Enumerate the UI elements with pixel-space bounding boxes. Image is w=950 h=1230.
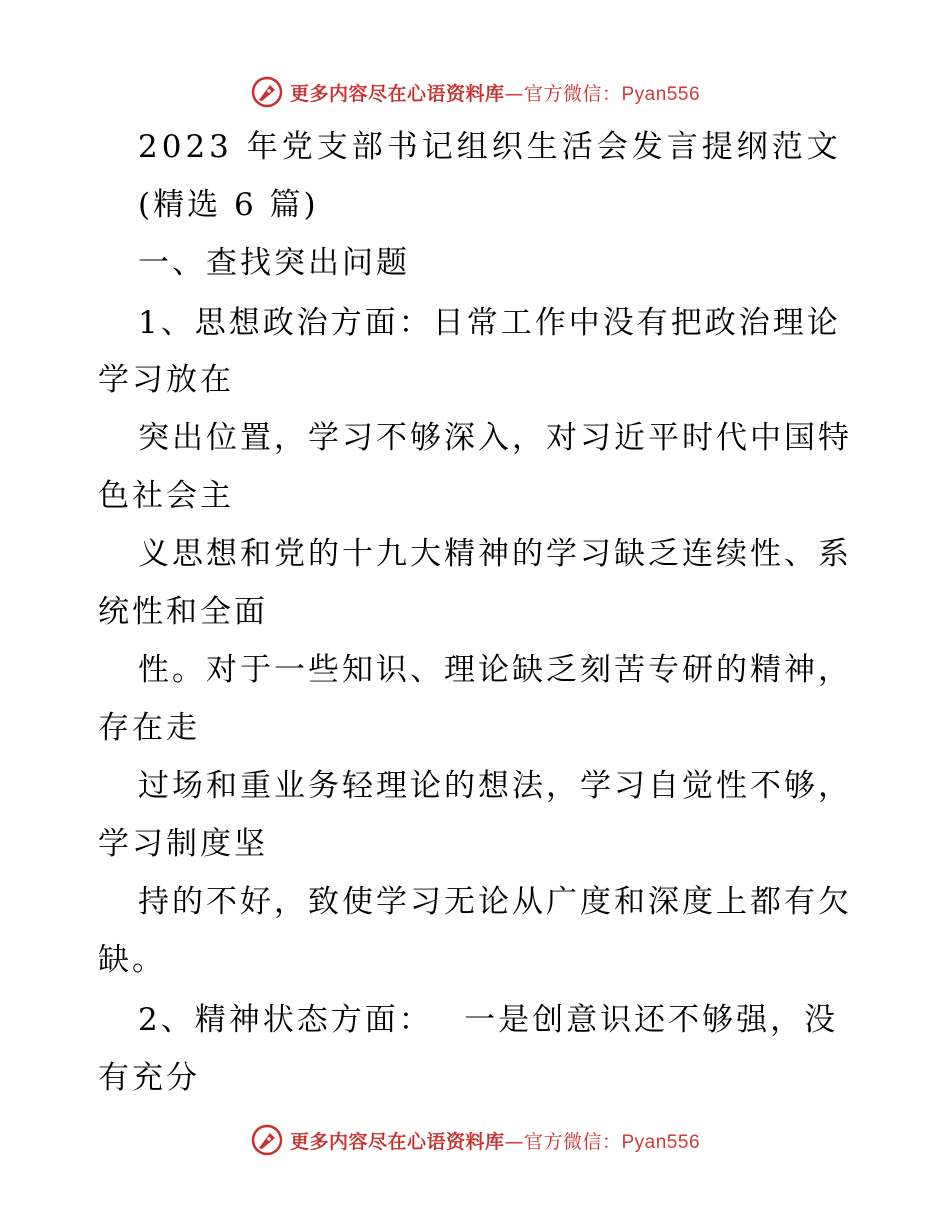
text-line: 1、思想政治方面：日常工作中没有把政治理论 [138, 305, 841, 341]
pen-nib-circle-icon [250, 75, 284, 109]
text-line: 突出位置，学习不够深入，对习近平时代中国特 [138, 420, 852, 456]
text-line: 过场和重业务轻理论的想法，学习自觉性不够， [138, 768, 852, 804]
banner-separator: — [504, 1130, 524, 1153]
text-line: 缺。 [98, 942, 166, 978]
text-line: 学习放在 [98, 362, 234, 398]
text-line: 统性和全面 [98, 594, 268, 630]
banner-slogan: 更多内容尽在心语资料库 [289, 82, 505, 105]
banner-slogan: 更多内容尽在心语资料库 [289, 1130, 505, 1153]
text-line: 色社会主 [98, 478, 234, 514]
header-banner [0, 72, 950, 112]
text-line: 义思想和党的十九大精神的学习缺乏连续性、系 [138, 536, 852, 572]
footer-banner [0, 1120, 950, 1160]
text-line: 持的不好，致使学习无论从广度和深度上都有欠 [138, 884, 852, 920]
section-heading: 一、查找突出问题 [138, 245, 410, 281]
text-line: 学习制度坚 [98, 826, 268, 862]
banner-text [290, 1127, 700, 1154]
banner-separator: — [504, 82, 524, 105]
banner-text [290, 79, 700, 106]
text-line: 性。对于一些知识、理论缺乏刻苦专研的精神， [138, 652, 852, 688]
text-line: 存在走 [98, 710, 200, 746]
document-title-line1: 2023 年党支部书记组织生活会发言提纲范文 [138, 129, 842, 165]
banner-wechat-label: 官方微信： [523, 1130, 622, 1153]
text-line: 有充分 [98, 1060, 200, 1096]
document-title-line2: (精选 6 篇) [138, 187, 319, 223]
banner-wechat-label: 官方微信： [523, 82, 622, 105]
text-line: 2、精神状态方面： 一是创意识还不够强，没 [138, 1002, 839, 1038]
pen-nib-circle-icon [250, 1123, 284, 1157]
banner-wechat-id: Pyan556 [621, 83, 701, 105]
banner-wechat-id: Pyan556 [621, 1131, 701, 1153]
